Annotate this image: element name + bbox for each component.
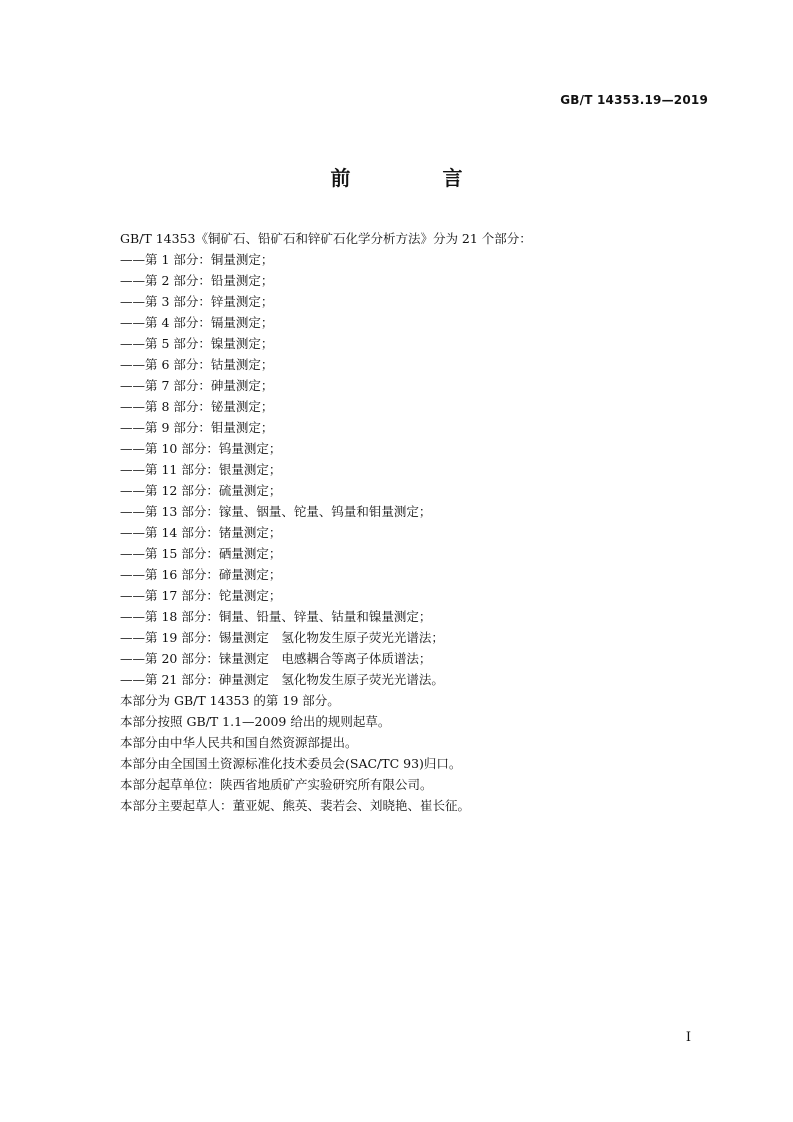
part-list-item: ——第 4 部分：镉量测定； xyxy=(120,315,274,330)
part-list-item: ——第 12 部分：硫量测定； xyxy=(120,483,282,498)
part-list-item: ——第 13 部分：镓量、铟量、铊量、钨量和钼量测定； xyxy=(120,504,432,519)
part-list-item: ——第 15 部分：硒量测定； xyxy=(120,546,282,561)
intro-line: GB/T 14353《铜矿石、铅矿石和锌矿石化学分析方法》分为 21 个部分： xyxy=(120,231,532,246)
page-number: I xyxy=(685,1030,691,1045)
statement-line: 本部分为 GB/T 14353 的第 19 部分。 xyxy=(120,693,340,708)
statement-line: 本部分主要起草人：董亚妮、熊英、裴若会、刘晓艳、崔长征。 xyxy=(120,798,471,813)
part-list-item: ——第 20 部分：铼量测定 电感耦合等离子体质谱法； xyxy=(120,651,432,666)
part-list-item: ——第 9 部分：钼量测定； xyxy=(120,420,274,435)
part-list-item: ——第 3 部分：锌量测定； xyxy=(120,294,274,309)
page-title: 前 言 xyxy=(330,166,499,190)
part-list-item: ——第 14 部分：锗量测定； xyxy=(120,525,282,540)
statement-line: 本部分起草单位：陕西省地质矿产实验研究所有限公司。 xyxy=(120,777,433,792)
part-list-item: ——第 21 部分：砷量测定 氢化物发生原子荧光光谱法。 xyxy=(120,672,444,687)
statement-line: 本部分由全国国土资源标准化技术委员会(SAC/TC 93)归口。 xyxy=(120,756,462,771)
part-list-item: ——第 17 部分：铊量测定； xyxy=(120,588,282,603)
part-list-item: ——第 19 部分：锡量测定 氢化物发生原子荧光光谱法； xyxy=(120,630,444,645)
statements-list xyxy=(120,690,720,816)
part-list-item: ——第 2 部分：铅量测定； xyxy=(120,273,274,288)
preface-body xyxy=(120,228,720,816)
standard-code: GB/T 14353.19—2019 xyxy=(560,93,708,107)
part-list-item: ——第 1 部分：铜量测定； xyxy=(120,252,274,267)
part-list-item: ——第 11 部分：银量测定； xyxy=(120,462,282,477)
part-list-item: ——第 7 部分：砷量测定； xyxy=(120,378,274,393)
part-list-item: ——第 5 部分：镍量测定； xyxy=(120,336,274,351)
part-list-item: ——第 10 部分：钨量测定； xyxy=(120,441,282,456)
statement-line: 本部分按照 GB/T 1.1—2009 给出的规则起草。 xyxy=(120,714,391,729)
part-list-item: ——第 16 部分：碲量测定； xyxy=(120,567,282,582)
part-list-item: ——第 6 部分：钴量测定； xyxy=(120,357,274,372)
parts-list xyxy=(120,249,720,690)
part-list-item: ——第 18 部分：铜量、铅量、锌量、钴量和镍量测定； xyxy=(120,609,432,624)
statement-line: 本部分由中华人民共和国自然资源部提出。 xyxy=(120,735,358,750)
part-list-item: ——第 8 部分：铋量测定； xyxy=(120,399,274,414)
